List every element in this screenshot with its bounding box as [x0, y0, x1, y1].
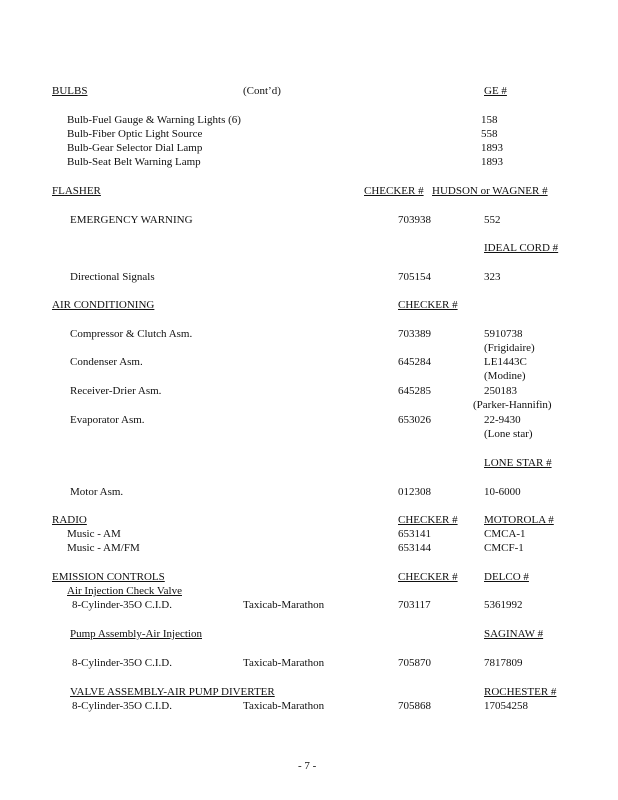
ac-item-checker: 653026	[398, 414, 431, 426]
diverter-valve-label: VALVE ASSEMBLY-AIR PUMP DIVERTER	[70, 686, 275, 698]
diverter-part: 17054258	[484, 700, 528, 712]
radio-item-name: Music - AM/FM	[67, 542, 140, 554]
ac-item-name: Condenser Asm.	[70, 356, 143, 368]
air-valve-part: 5361992	[484, 599, 523, 611]
emission-checker-header: CHECKER #	[398, 571, 458, 583]
pump-model: Taxicab-Marathon	[243, 657, 325, 669]
radio-checker-header: CHECKER #	[398, 514, 458, 526]
bulb-item-name: Bulb-Fiber Optic Light Source	[67, 128, 203, 140]
pump-checker: 705870	[398, 657, 431, 669]
rochester-header: ROCHESTER #	[484, 686, 557, 698]
emergency-warning-part: 552	[484, 214, 501, 226]
radio-item-part: CMCF-1	[484, 542, 524, 554]
air-valve-checker: 703117	[398, 599, 431, 611]
radio-item-checker: 653144	[398, 542, 431, 554]
bulbs-ge-header: GE #	[484, 85, 507, 97]
ac-item-part: LE1443C	[484, 356, 527, 368]
bulb-item-ge: 1893	[481, 142, 503, 154]
emission-controls-heading: EMISSION CONTROLS	[52, 571, 165, 583]
radio-item-name: Music - AM	[67, 528, 121, 540]
lone-star-header: LONE STAR #	[484, 457, 552, 469]
ac-item-checker: 645284	[398, 356, 431, 368]
ac-item-maker: (Frigidaire)	[484, 342, 535, 354]
motorola-header: MOTOROLA #	[484, 514, 554, 526]
ac-item-checker: 645285	[398, 385, 431, 397]
motor-asm-checker: 012308	[398, 486, 431, 498]
ac-item-part: 5910738	[484, 328, 523, 340]
ac-item-part: 22-9430	[484, 414, 521, 426]
bulb-item-ge: 558	[481, 128, 498, 140]
saginaw-header: SAGINAW #	[484, 628, 544, 640]
motor-asm-part: 10-6000	[484, 486, 521, 498]
air-conditioning-heading: AIR CONDITIONING	[52, 299, 155, 311]
motor-asm-name: Motor Asm.	[70, 486, 124, 498]
page-number: - 7 -	[298, 760, 317, 772]
air-valve-model: Taxicab-Marathon	[243, 599, 325, 611]
radio-heading: RADIO	[52, 514, 87, 526]
ac-checker-header: CHECKER #	[398, 299, 458, 311]
ac-item-maker: (Modine)	[484, 370, 526, 382]
delco-header: DELCO #	[484, 571, 529, 583]
ac-item-maker: (Lone star)	[484, 428, 533, 440]
flasher-checker-header: CHECKER #	[364, 185, 424, 197]
diverter-engine: 8-Cylinder-35O C.I.D.	[72, 700, 172, 712]
emergency-warning-checker: 703938	[398, 214, 431, 226]
diverter-checker: 705868	[398, 700, 431, 712]
bulb-item-name: Bulb-Seat Belt Warning Lamp	[67, 156, 201, 168]
bulb-item-ge: 1893	[481, 156, 503, 168]
pump-part: 7817809	[484, 657, 523, 669]
ac-item-name: Receiver-Drier Asm.	[70, 385, 162, 397]
bulb-item-ge: 158	[481, 114, 498, 126]
pump-assembly-label: Pump Assembly-Air Injection	[70, 628, 202, 640]
air-injection-check-valve-label: Air Injection Check Valve	[67, 585, 182, 597]
directional-signals-name: Directional Signals	[70, 271, 155, 283]
ac-item-part: 250183	[484, 385, 517, 397]
ac-item-maker: (Parker-Hannifin)	[473, 399, 552, 411]
bulb-item-name: Bulb-Fuel Gauge & Warning Lights (6)	[67, 114, 241, 126]
bulb-item-name: Bulb-Gear Selector Dial Lamp	[67, 142, 203, 154]
flasher-heading: FLASHER	[52, 185, 101, 197]
radio-item-checker: 653141	[398, 528, 431, 540]
bulbs-contd: (Cont’d)	[243, 85, 281, 97]
emergency-warning-name: EMERGENCY WARNING	[70, 214, 193, 226]
ideal-cord-header: IDEAL CORD #	[484, 242, 559, 254]
radio-item-part: CMCA-1	[484, 528, 526, 540]
directional-signals-checker: 705154	[398, 271, 431, 283]
ac-item-checker: 703389	[398, 328, 431, 340]
pump-engine: 8-Cylinder-35O C.I.D.	[72, 657, 172, 669]
ac-item-name: Compressor & Clutch Asm.	[70, 328, 193, 340]
ac-item-name: Evaporator Asm.	[70, 414, 145, 426]
diverter-model: Taxicab-Marathon	[243, 700, 325, 712]
bulbs-heading: BULBS	[52, 85, 88, 97]
air-valve-engine: 8-Cylinder-35O C.I.D.	[72, 599, 172, 611]
directional-signals-part: 323	[484, 271, 501, 283]
flasher-hudson-header: HUDSON or WAGNER #	[432, 185, 548, 197]
